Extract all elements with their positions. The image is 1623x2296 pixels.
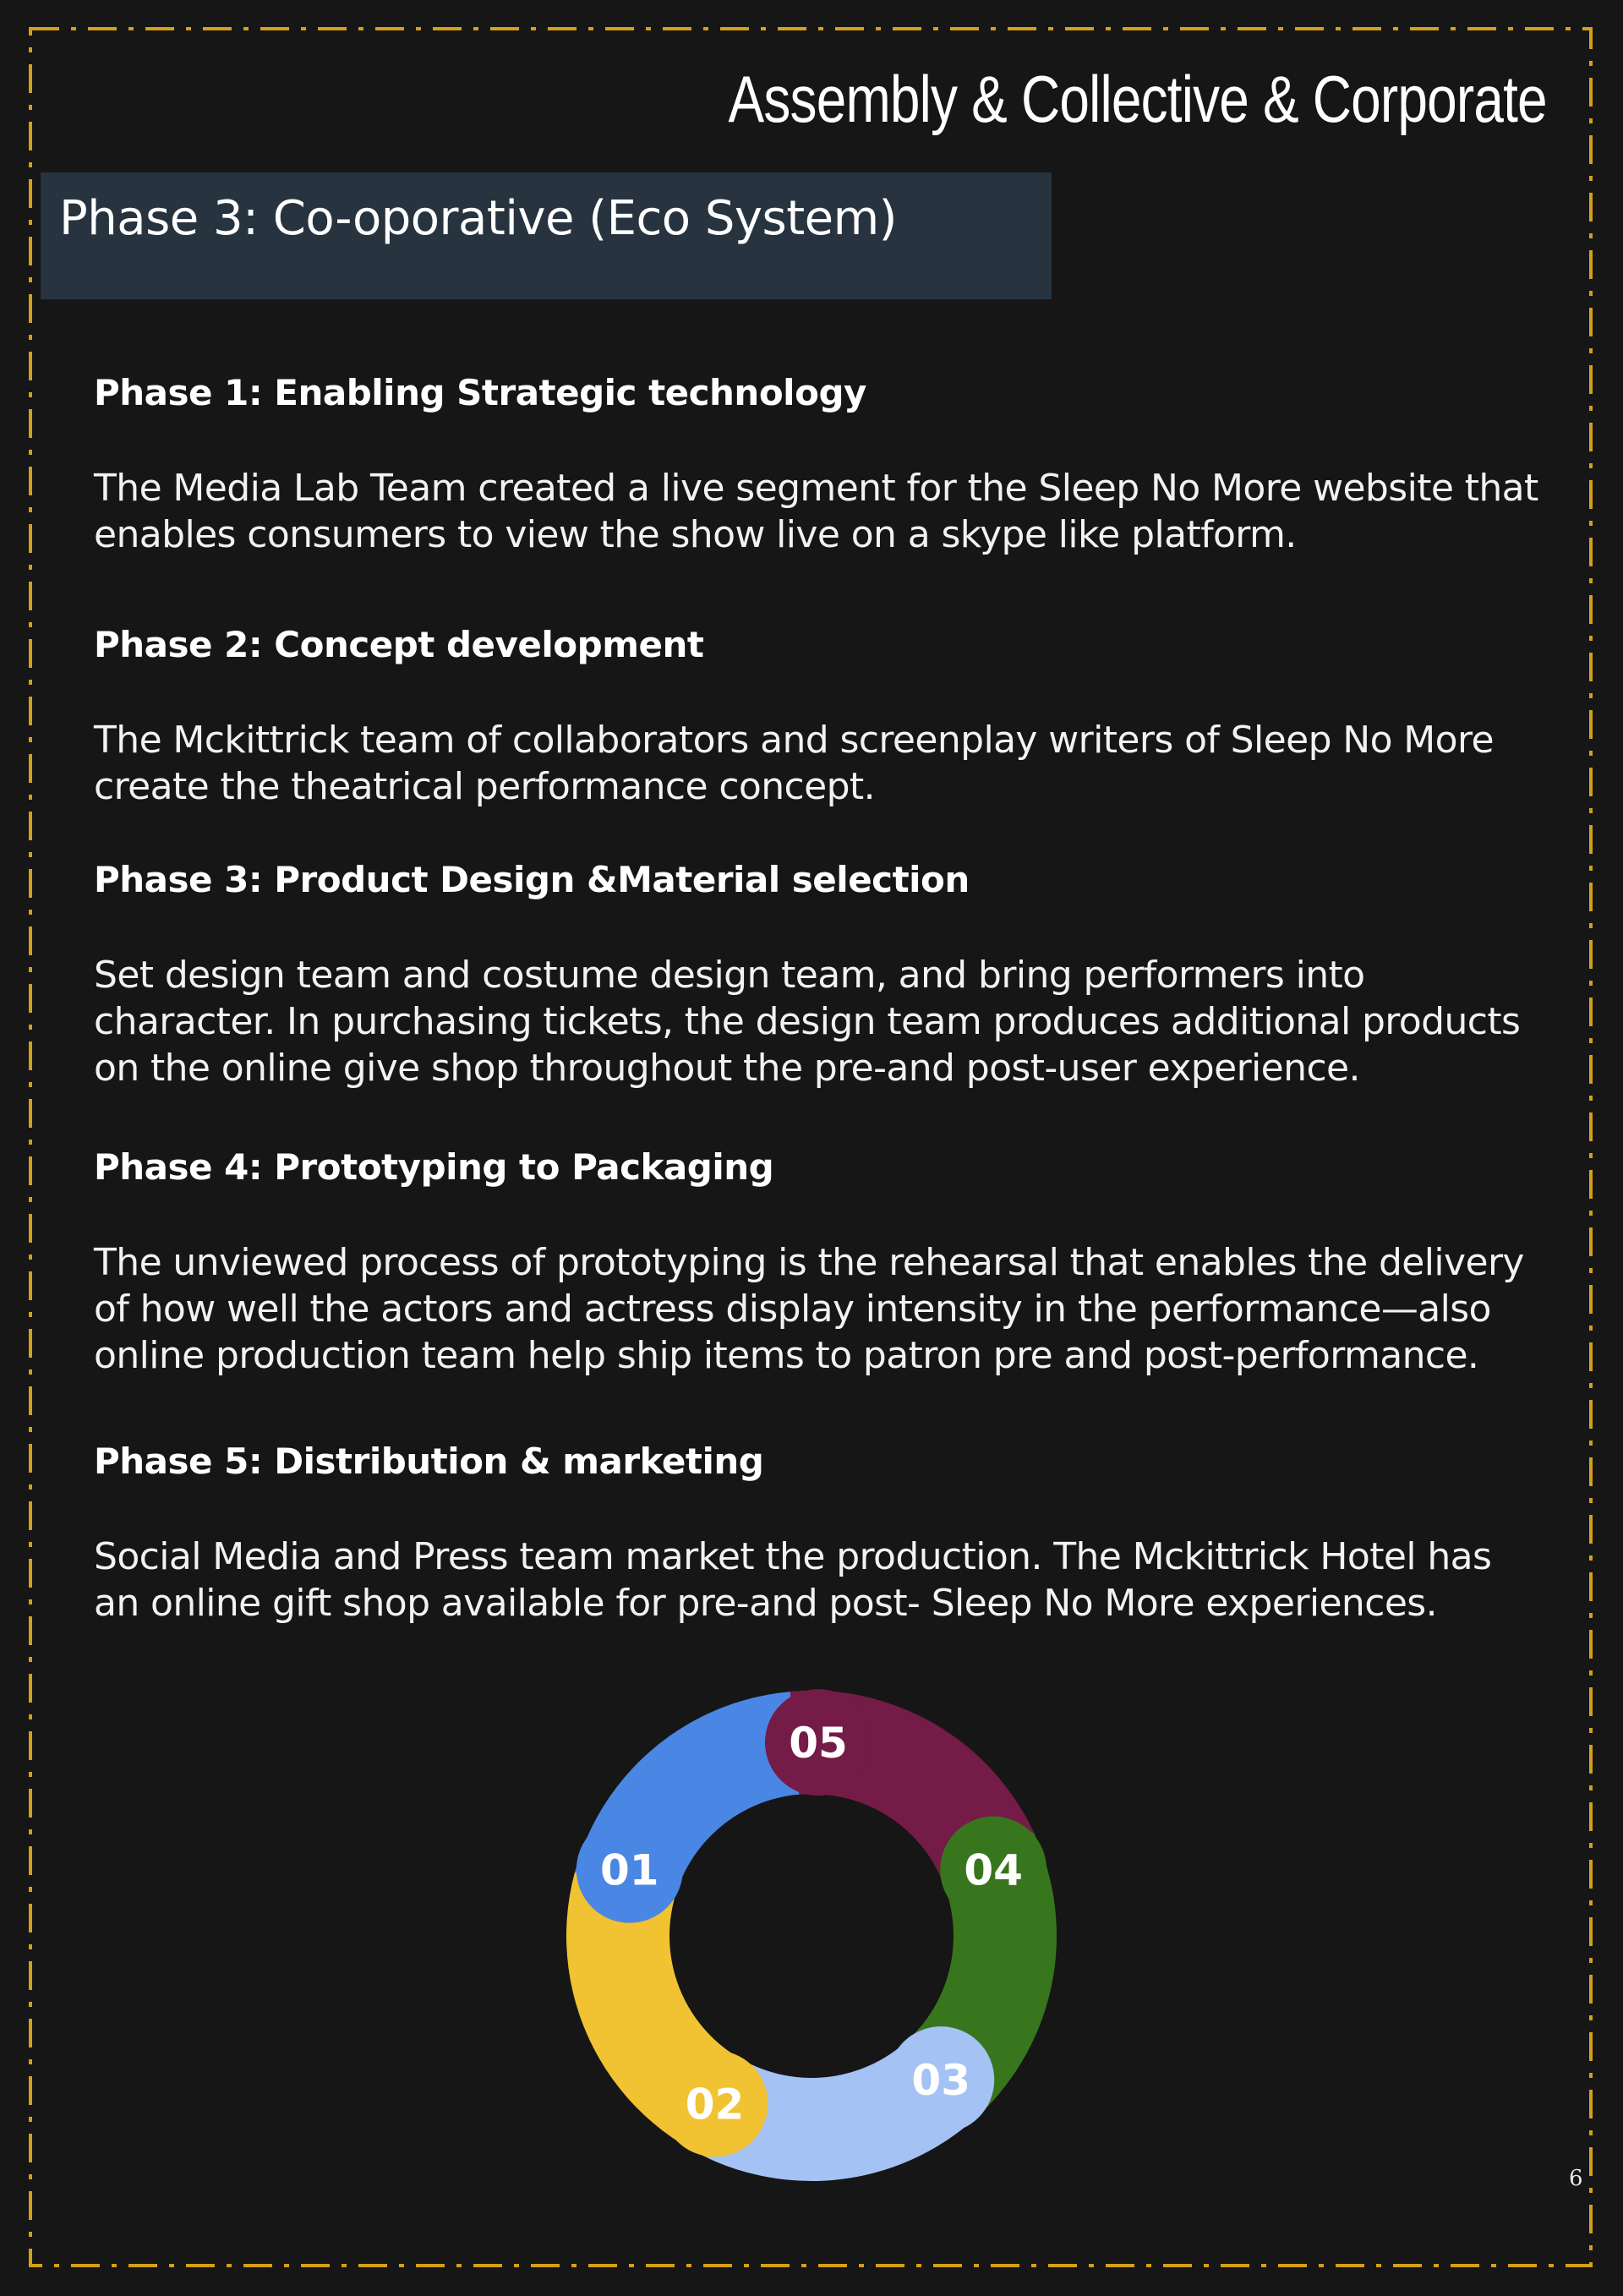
cycle-label-04: 04 [964,1845,1023,1895]
phase-5-heading: Phase 5: Distribution & marketing [94,1440,764,1482]
cycle-label-02: 02 [685,2080,745,2129]
phase-3-heading: Phase 3: Product Design &Material selection [94,859,970,900]
cycle-label-01: 01 [600,1845,659,1895]
phase-banner [41,172,1052,299]
phase-banner-title: Phase 3: Co-oporative (Eco System) [59,191,898,246]
cycle-label-03: 03 [911,2056,971,2106]
cycle-diagram [507,1657,1116,2215]
phase-1-heading: Phase 1: Enabling Strategic technology [94,372,866,413]
phase-3-body: Set design team and costume design team, and bring performers into character. In purchasing tickets, the design team produces additional products on the online give shop throughout the pre-and post-user experience. [94,954,1521,1090]
phase-4-heading: Phase 4: Prototyping to Packaging [94,1146,774,1188]
phase-5-body: Social Media and Press team market the production. The Mckittrick Hotel has an online gift shop available for pre-and post- Sleep No More experiences. [94,1535,1492,1625]
page-number: 6 [1569,2166,1583,2191]
phase-2-body: The Mckittrick team of collaborators and screenplay writers of Sleep No More create the theatrical performance concept. [94,719,1494,808]
phase-4-body: The unviewed process of prototyping is the rehearsal that enables the delivery of how well the actors and actress display intensity in the performance—also online production team help ship items to patron pre and post-performance. [94,1241,1524,1377]
cycle-label-05: 05 [789,1719,848,1768]
phase-2-heading: Phase 2: Concept development [94,624,704,665]
page-title: Assembly & Collective & Corporate [728,62,1547,136]
phase-1-body: The Media Lab Team created a live segment for the Sleep No More website that enables consumers to view the show live on a skype like platform. [94,467,1538,556]
